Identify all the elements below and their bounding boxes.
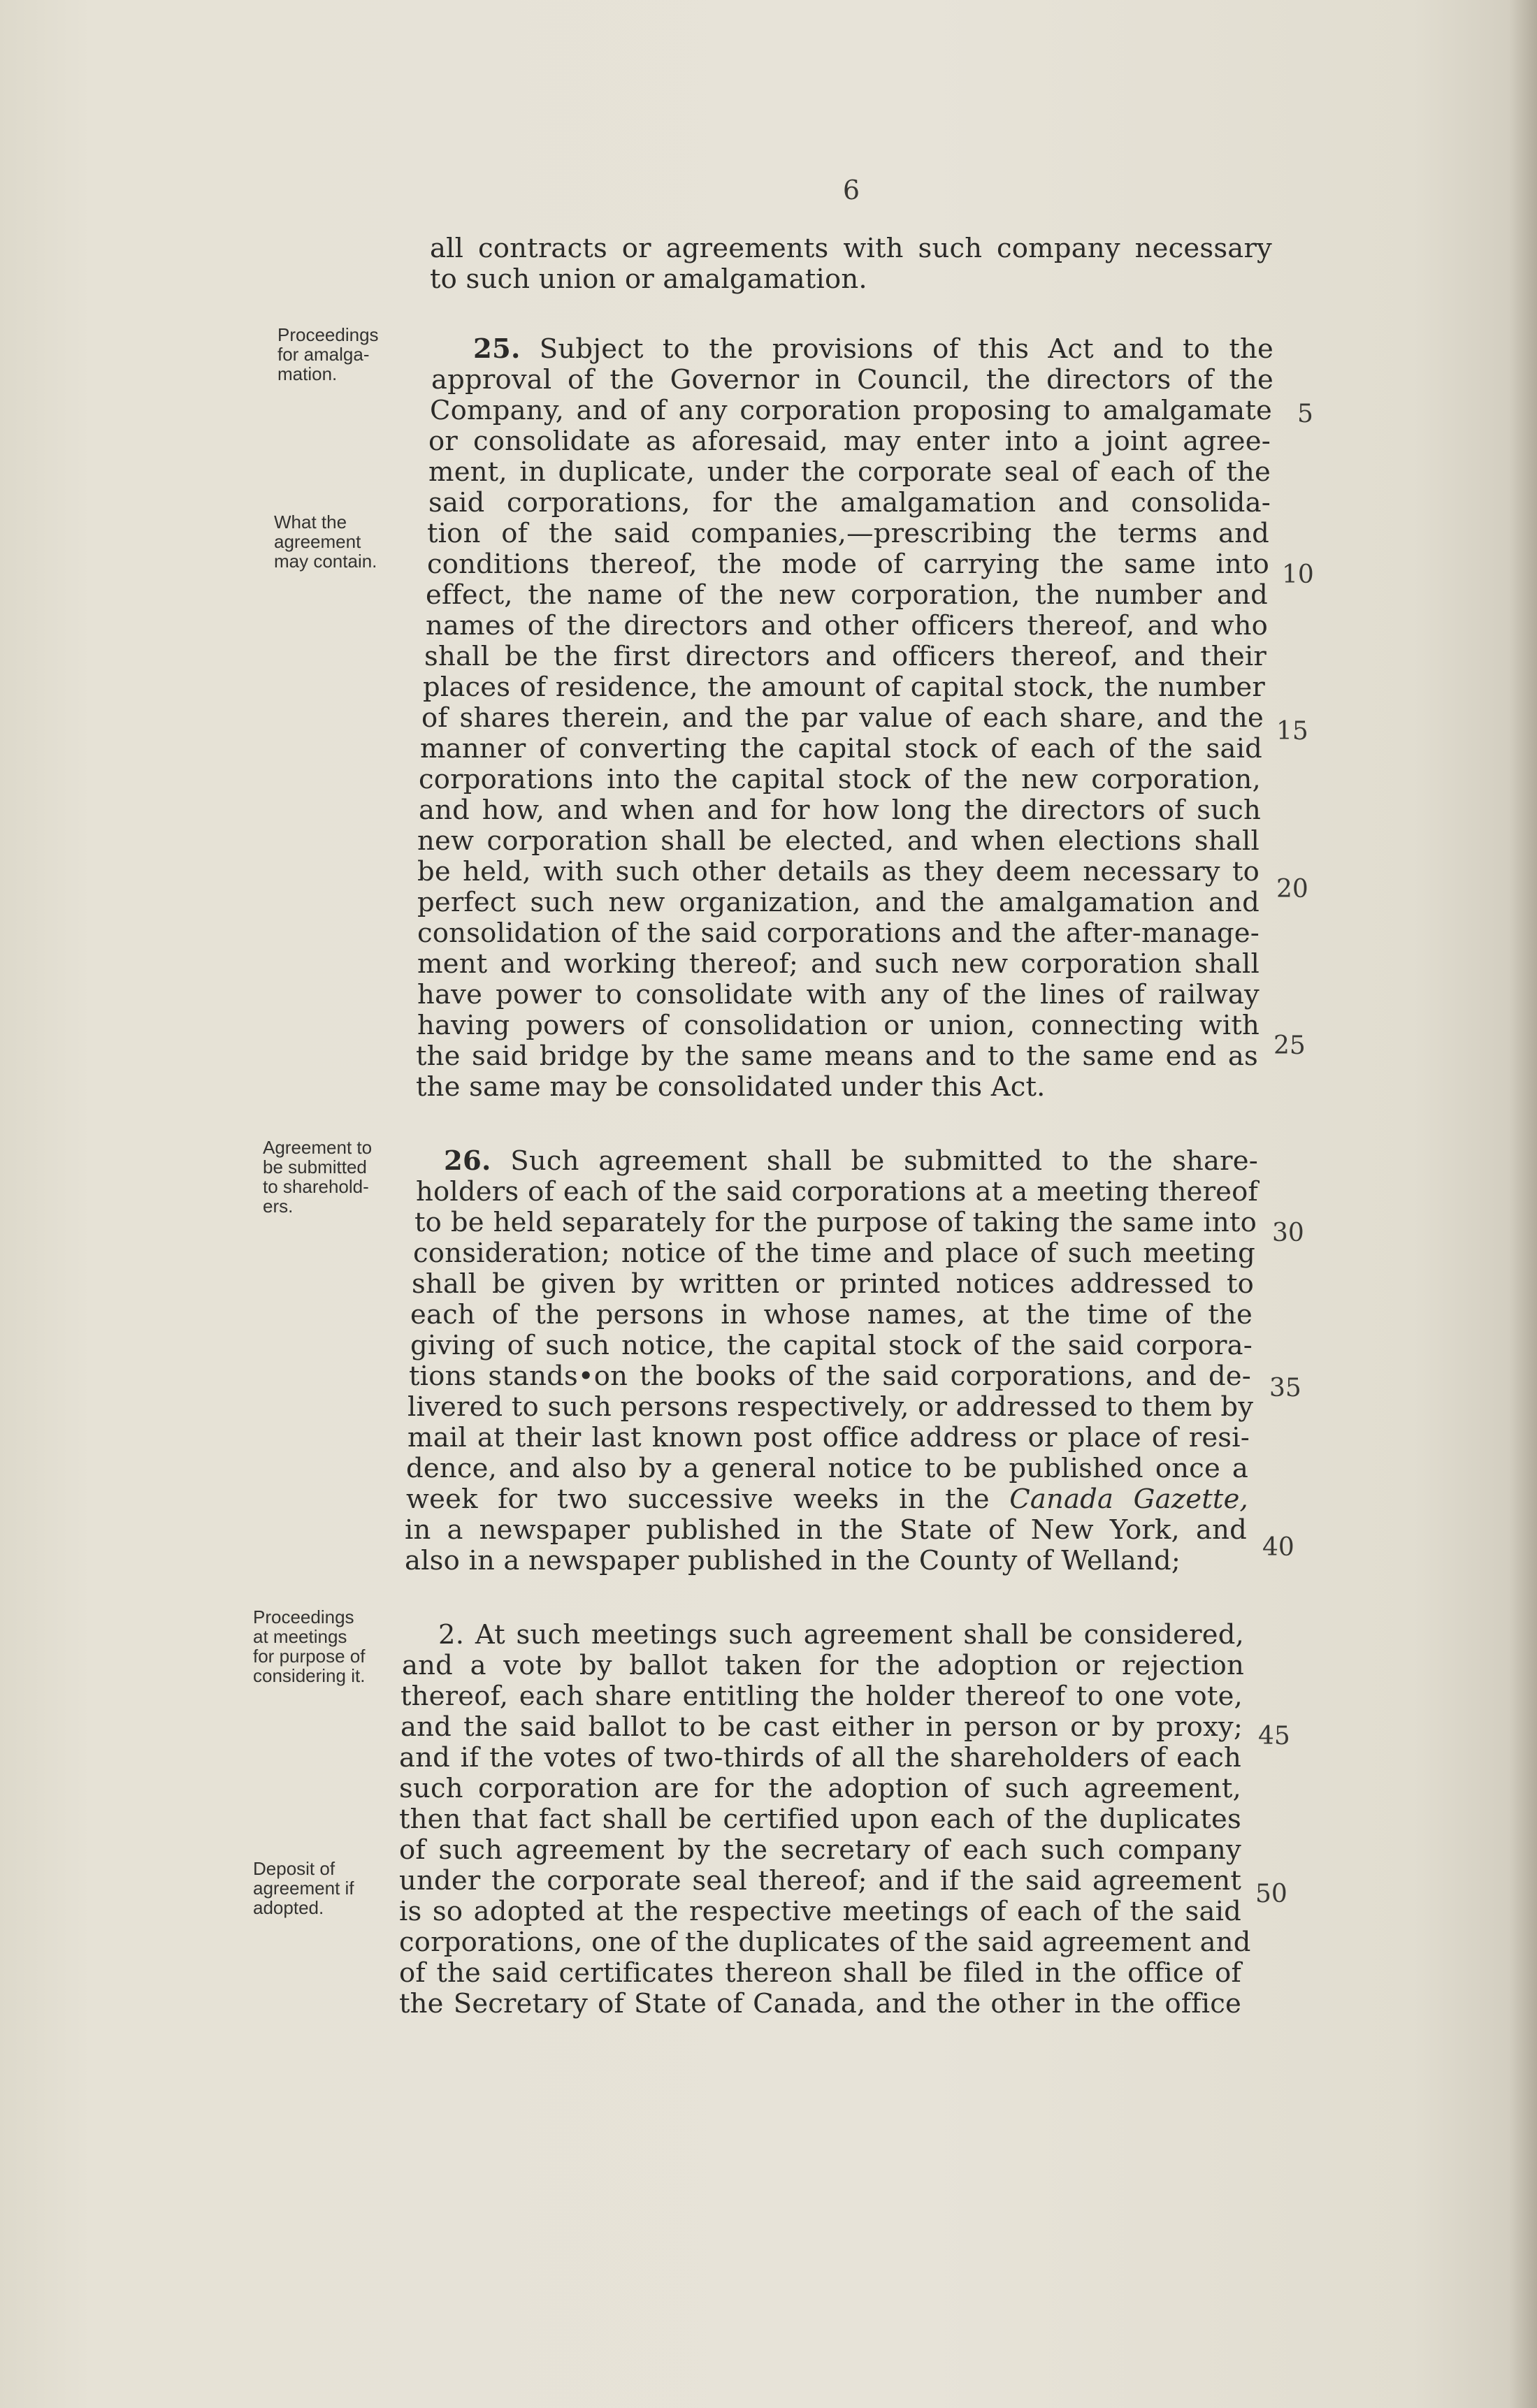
body-line: shall be given by written or printed notices addressed to <box>412 1268 1254 1300</box>
sidenote-line: be submitted <box>263 1156 367 1177</box>
body-line: having powers of consolidation or union, connecting with <box>417 1010 1260 1041</box>
body-line: mail at their last known post office address or place of resi- <box>407 1422 1250 1453</box>
body-line <box>402 1620 1244 1651</box>
body-line: also in a newspaper published in the County of Welland; <box>405 1545 1181 1576</box>
sidenote-line: at meetings <box>253 1626 347 1647</box>
sidenote-line: Agreement to <box>263 1137 373 1158</box>
body-line: and a vote by ballot taken for the adoption or rejection <box>402 1650 1244 1681</box>
body-line: of such agreement by the secretary of each such company <box>399 1834 1241 1866</box>
sidenote-agreement-submitted <box>263 1138 417 1216</box>
body-line: to such union or amalgamation. <box>430 263 867 295</box>
body-line: the same may be consolidated under this Act. <box>416 1071 1046 1103</box>
body-line: all contracts or agreements with such company necessary <box>430 233 1272 264</box>
sidenote-line: adopted. <box>253 1897 324 1918</box>
section-26-first-line <box>416 1146 1258 1177</box>
body-line: or consolidate as aforesaid, may enter into a joint agree- <box>428 426 1271 457</box>
body-line: tion of the said companies,—prescribing the terms and <box>427 518 1269 549</box>
section-number: 25. <box>473 333 521 365</box>
sidenote-line: Proceedings <box>253 1606 354 1627</box>
body-line: be held, with such other details as they deem necessary to <box>417 856 1260 887</box>
body-line: giving of such notice, the capital stock of the said corpora- <box>410 1330 1253 1361</box>
body-line: consideration; notice of the time and place of such meeting <box>413 1238 1255 1269</box>
body-line: the Secretary of State of Canada, and the other in the office <box>399 1988 1241 2019</box>
body-line: holders of each of the said corporations at a meeting thereof <box>416 1176 1258 1207</box>
body-line: said corporations, for the amalgamation and consolida- <box>428 487 1271 518</box>
body-line: new corporation shall be elected, and when elections shall <box>417 825 1260 857</box>
body-line: and how, and when and for how long the directors of such <box>419 795 1261 826</box>
line-number: 50 <box>1255 1880 1287 1908</box>
sidenote-line: considering it. <box>253 1665 366 1686</box>
body-line-with-italic <box>406 1484 1248 1515</box>
sidenote-line: may contain. <box>274 551 377 572</box>
body-line: dence, and also by a general notice to be published once a <box>406 1453 1248 1484</box>
body-text: week for two successive weeks in the <box>406 1484 990 1515</box>
sidenote-line: Deposit of <box>253 1858 335 1879</box>
sidenote-line: for purpose of <box>253 1646 366 1667</box>
body-line: perfect such new organization, and the amalgamation and <box>417 887 1260 918</box>
body-line: have power to consolidate with any of the lines of railway <box>417 979 1260 1010</box>
body-line: the said bridge by the same means and to the same end as <box>416 1040 1258 1072</box>
section-number: 26. <box>444 1145 491 1177</box>
line-number: 5 <box>1297 400 1313 428</box>
body-line: ment and working thereof; and such new corporation shall <box>417 948 1260 980</box>
body-line: each of the persons in whose names, at the time of the <box>410 1299 1253 1330</box>
body-text: Subject to the provisions of this Act and to the <box>539 333 1273 365</box>
line-number: 45 <box>1258 1722 1290 1750</box>
body-line: corporations, one of the duplicates of the said agreement and <box>399 1927 1251 1958</box>
body-line: and the said ballot to be cast either in person or by proxy; <box>401 1711 1243 1743</box>
italic-text: Canada Gazette, <box>1009 1484 1248 1515</box>
body-line: of shares therein, and the par value of each share, and the <box>421 702 1264 734</box>
line-number: 30 <box>1272 1219 1304 1247</box>
sidenote-line: to sharehold- <box>263 1176 369 1197</box>
body-line: Company, and of any corporation proposing to amalgamate <box>430 395 1272 426</box>
body-line: consolidation of the said corporations and the after-manage- <box>417 917 1260 949</box>
sidenote-deposit <box>253 1859 407 1917</box>
sidenote-line: mation. <box>277 363 338 384</box>
body-line: in a newspaper published in the State of New York, and <box>405 1514 1247 1546</box>
page-edge-shadow <box>1509 0 1537 2408</box>
sidenote-line: agreement <box>274 531 361 552</box>
body-line: approval of the Governor in Council, the directors of the <box>431 364 1273 396</box>
body-line: names of the directors and other officers thereof, and who <box>426 610 1268 641</box>
line-number: 25 <box>1273 1031 1306 1060</box>
body-line: places of residence, the amount of capital stock, the number <box>423 672 1265 703</box>
sidenote-line: agreement if <box>253 1878 354 1899</box>
line-number: 20 <box>1276 875 1308 904</box>
line-number: 40 <box>1262 1533 1294 1562</box>
body-line: shall be the first directors and officers thereof, and their <box>424 641 1267 672</box>
line-number: 10 <box>1282 560 1314 589</box>
line-number: 15 <box>1276 717 1308 746</box>
sidenote-proceedings-amalgamation <box>277 325 431 384</box>
sidenote-line: What the <box>274 512 347 532</box>
body-line: and if the votes of two-thirds of all the shareholders of each <box>399 1742 1241 1774</box>
sidenote-line: ers. <box>263 1196 294 1217</box>
body-line: under the corporate seal thereof; and if the said agreement <box>399 1865 1241 1896</box>
body-line: ment, in duplicate, under the corporate seal of each of the <box>428 456 1271 488</box>
body-line: conditions thereof, the mode of carrying the same into <box>427 549 1269 580</box>
body-line: livered to such persons respectively, or addressed to them by <box>407 1391 1254 1423</box>
sidenote-line: Proceedings <box>277 324 379 345</box>
body-line: corporations into the capital stock of the new corporation, <box>419 764 1261 795</box>
body-text: Such agreement shall be submitted to the share- <box>510 1145 1258 1177</box>
body-line: then that fact shall be certified upon each of the duplicates <box>399 1804 1241 1835</box>
body-line: manner of converting the capital stock of each of the said <box>420 733 1262 764</box>
sidenote-proceedings-meetings <box>253 1607 407 1685</box>
body-line: is so adopted at the respective meetings of each of the said <box>399 1896 1241 1927</box>
body-line: thereof, each share entitling the holder thereof to one vote, <box>401 1681 1243 1712</box>
sidenote-what-agreement <box>274 512 428 571</box>
body-line: effect, the name of the new corporation, the number and <box>426 579 1268 611</box>
body-line: such corporation are for the adoption of such agreement, <box>399 1773 1241 1804</box>
section-25-first-line <box>431 334 1273 365</box>
body-line: to be held separately for the purpose of taking the same into <box>414 1207 1257 1238</box>
page-number: 6 <box>842 175 860 205</box>
body-line: of the said certificates thereon shall be filed in the office of <box>399 1957 1241 1989</box>
line-number: 35 <box>1269 1374 1301 1402</box>
body-text: 2. At such meetings such agreement shall be considered, <box>438 1619 1244 1651</box>
body-line: tions stands•on the books of the said corporations, and de- <box>409 1361 1251 1392</box>
sidenote-line: for amalga- <box>277 344 370 365</box>
